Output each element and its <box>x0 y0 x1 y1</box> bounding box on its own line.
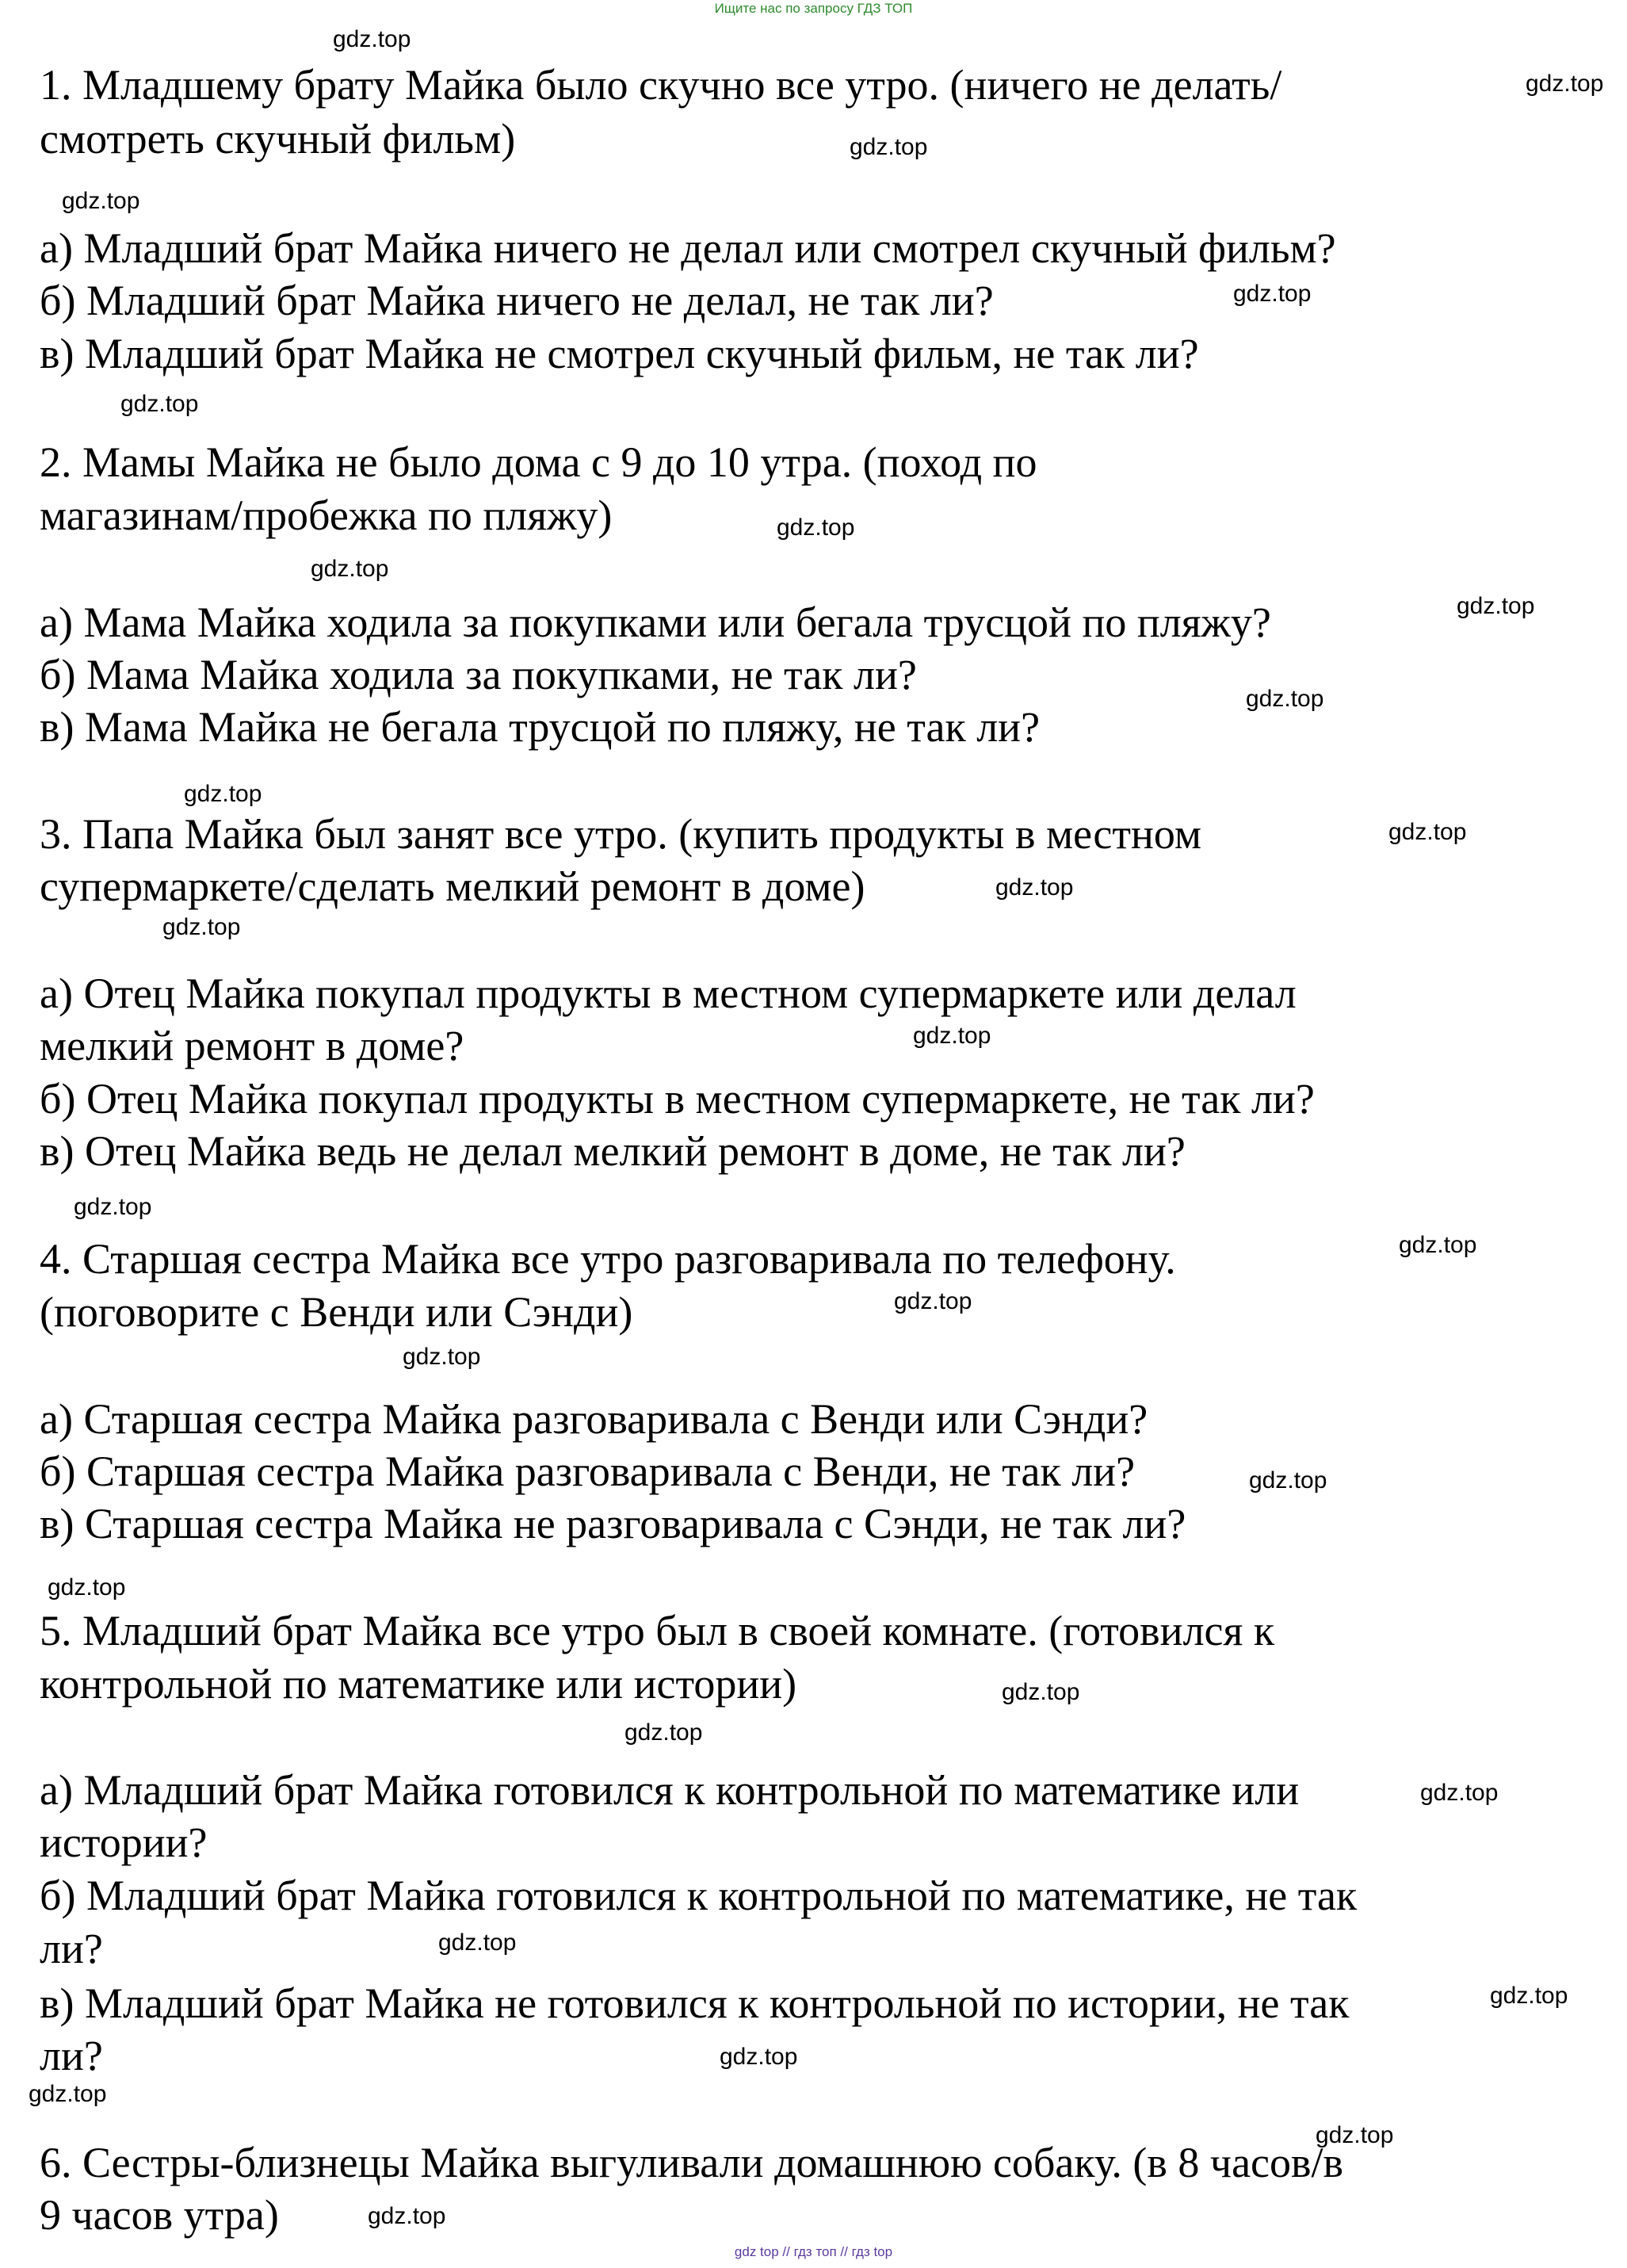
text-line: контрольной по математике или истории) <box>40 1660 797 1708</box>
watermark: gdz.top <box>720 2044 798 2070</box>
watermark: gdz.top <box>624 1719 703 1746</box>
text-line: 9 часов утра) <box>40 2191 279 2239</box>
watermark: gdz.top <box>438 1930 517 1956</box>
watermark: gdz.top <box>1526 71 1604 97</box>
text-line: ли? <box>40 2032 103 2079</box>
watermark: gdz.top <box>48 1574 126 1601</box>
watermark: gdz.top <box>184 781 262 807</box>
text-line: 6. Сестры-близнецы Майка выгуливали домашнюю собаку. (в 8 часов/в <box>40 2139 1343 2186</box>
text-line: 1. Младшему брату Майка было скучно все утро. (ничего не делать/ <box>40 61 1282 109</box>
text-line: в) Младший брат Майка не готовился к контрольной по истории, не так <box>40 1979 1350 2027</box>
text-line: б) Старшая сестра Майка разговаривала с Венди, не так ли? <box>40 1448 1136 1495</box>
text-line: мелкий ремонт в доме? <box>40 1022 464 1069</box>
watermark: gdz.top <box>1233 281 1312 307</box>
text-line: б) Младший брат Майка ничего не делал, не так ли? <box>40 277 994 324</box>
text-line: в) Мама Майка не бегала трусцой по пляжу, не так ли? <box>40 703 1041 751</box>
watermark: gdz.top <box>333 26 411 52</box>
text-line: супермаркете/сделать мелкий ремонт в доме) <box>40 862 865 910</box>
bottom-banner: gdz top // гдз топ // гдз top <box>734 2244 893 2259</box>
watermark: gdz.top <box>62 188 140 214</box>
watermark: gdz.top <box>1457 593 1535 619</box>
watermark: gdz.top <box>120 391 199 417</box>
watermark: gdz.top <box>1316 2122 1394 2148</box>
text-line: 2. Мамы Майка не было дома с 9 до 10 утра. (поход по <box>40 438 1037 486</box>
text-line: 5. Младший брат Майка все утро был в своей комнате. (готовился к <box>40 1607 1275 1654</box>
watermark: gdz.top <box>403 1344 481 1370</box>
watermark: gdz.top <box>995 874 1074 901</box>
watermark: gdz.top <box>1002 1679 1080 1705</box>
text-line: истории? <box>40 1819 208 1866</box>
watermark: gdz.top <box>894 1288 972 1314</box>
text-line: б) Мама Майка ходила за покупками, не так ли? <box>40 651 917 698</box>
text-line: 3. Папа Майка был занят все утро. (купить продукты в местном <box>40 810 1202 858</box>
text-line: а) Отец Майка покупал продукты в местном супермаркете или делал <box>40 970 1297 1017</box>
watermark: gdz.top <box>74 1194 152 1220</box>
watermark: gdz.top <box>162 914 241 940</box>
watermark: gdz.top <box>1399 1232 1477 1258</box>
text-line: (поговорите с Венди или Сэнди) <box>40 1288 633 1336</box>
text-line: а) Старшая сестра Майка разговаривала с Венди или Сэнди? <box>40 1395 1148 1443</box>
watermark: gdz.top <box>29 2081 107 2107</box>
watermark: gdz.top <box>368 2203 446 2229</box>
watermark: gdz.top <box>850 134 928 160</box>
text-line: в) Младший брат Майка не смотрел скучный фильм, не так ли? <box>40 330 1199 377</box>
watermark: gdz.top <box>1420 1780 1499 1806</box>
text-line: 4. Старшая сестра Майка все утро разговаривала по телефону. <box>40 1235 1176 1283</box>
text-line: в) Отец Майка ведь не делал мелкий ремонт в доме, не так ли? <box>40 1127 1186 1175</box>
text-line: б) Младший брат Майка готовился к контрольной по математике, не так <box>40 1872 1358 1919</box>
watermark: gdz.top <box>777 514 855 541</box>
watermark: gdz.top <box>1246 686 1324 712</box>
watermark: gdz.top <box>1249 1467 1327 1494</box>
text-line: б) Отец Майка покупал продукты в местном супермаркете, не так ли? <box>40 1075 1315 1123</box>
watermark: gdz.top <box>1490 1983 1568 2009</box>
watermark: gdz.top <box>311 556 389 582</box>
text-line: а) Младший брат Майка ничего не делал или смотрел скучный фильм? <box>40 224 1336 272</box>
text-line: смотреть скучный фильм) <box>40 115 516 163</box>
watermark: gdz.top <box>913 1023 991 1049</box>
text-line: а) Младший брат Майка готовился к контрольной по математике или <box>40 1766 1300 1814</box>
top-banner: Ищите нас по запросу ГДЗ ТОП <box>714 1 913 16</box>
watermark: gdz.top <box>1388 819 1467 845</box>
text-line: ли? <box>40 1925 103 1972</box>
text-line: магазинам/пробежка по пляжу) <box>40 491 613 539</box>
text-line: а) Мама Майка ходила за покупками или бегала трусцой по пляжу? <box>40 599 1271 646</box>
text-line: в) Старшая сестра Майка не разговаривала с Сэнди, не так ли? <box>40 1500 1186 1547</box>
